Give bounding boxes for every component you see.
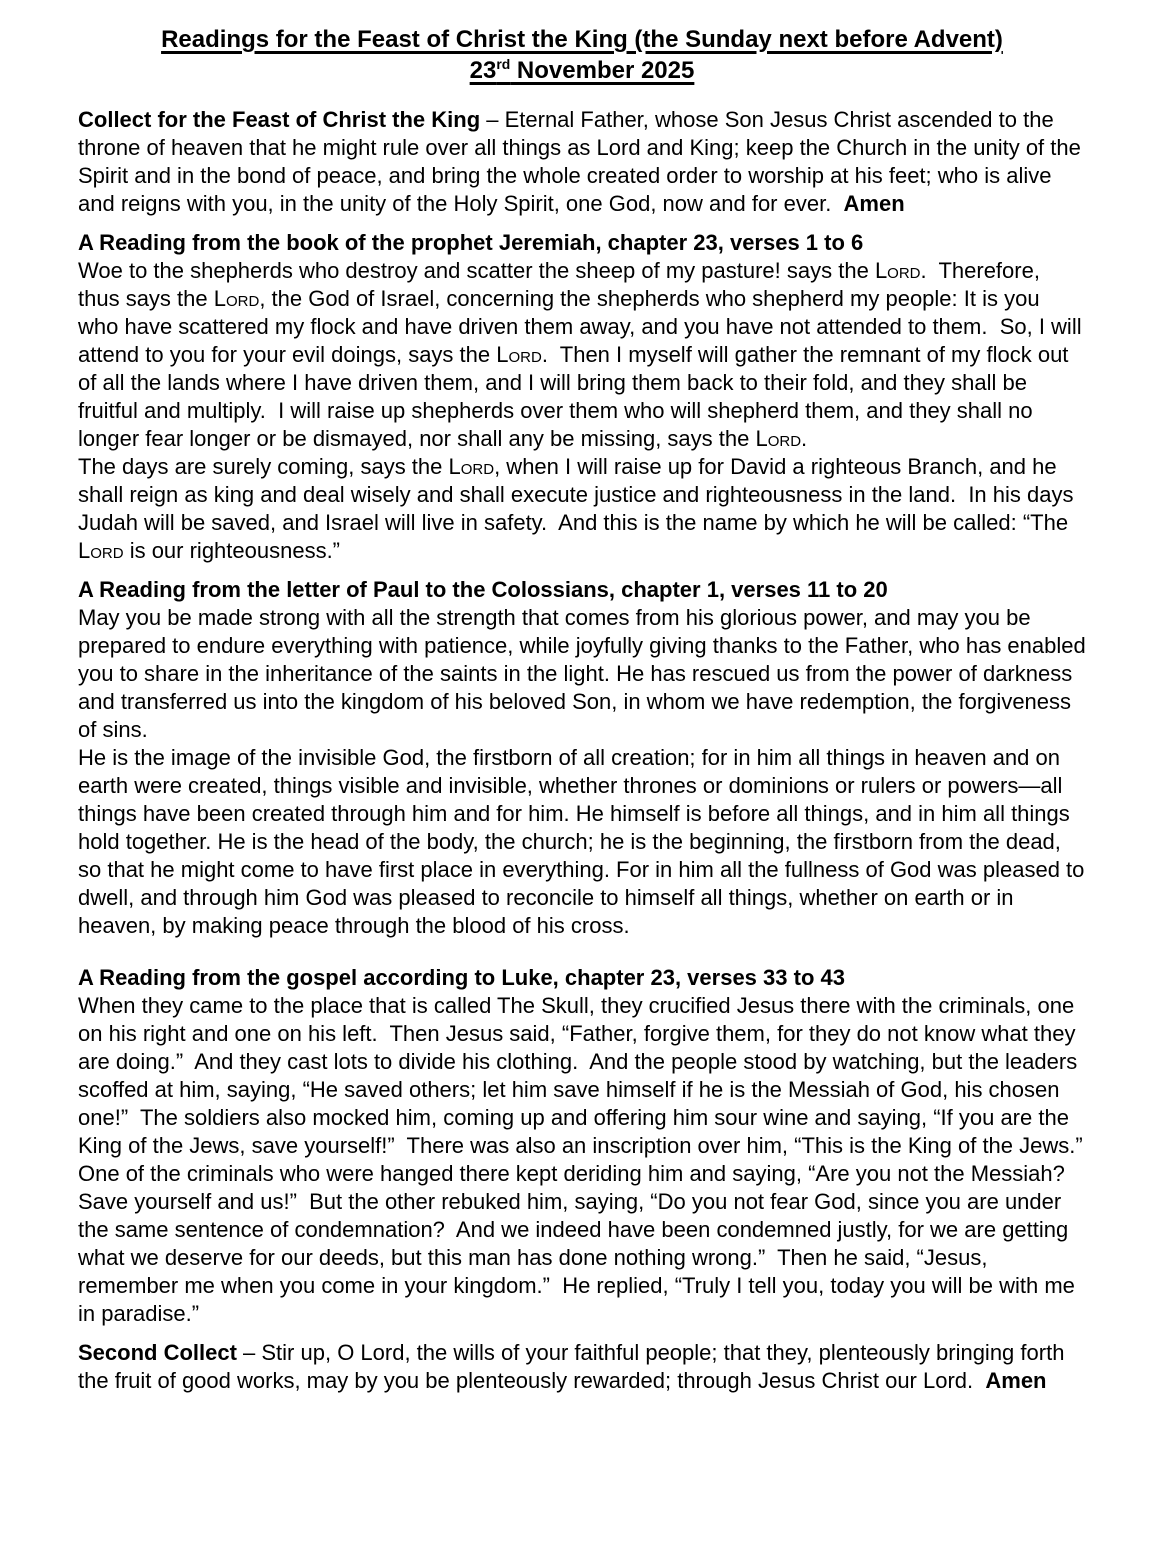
second-collect-section xyxy=(78,1339,1086,1395)
title-line-2 xyxy=(78,55,1086,86)
body-text: . Therefore, thus says the xyxy=(78,258,1047,311)
lord-smallcaps-text: Lord xyxy=(755,426,802,451)
title-date-rest: November 2025 xyxy=(510,57,695,84)
jeremiah-reading-section xyxy=(78,229,1086,565)
body-text: – Stir up, O Lord, the wills of your faithful people; that they, plenteously bringing forth the fruit of good works, may by you be plenteously rewarded; through Jesus Christ our Lord. xyxy=(78,1340,1071,1393)
bold-text: Second Collect xyxy=(78,1340,237,1365)
section-heading: A Reading from the gospel according to Luke, chapter 23, verses 33 to 43 xyxy=(78,965,845,990)
luke-reading-section xyxy=(78,964,1086,1328)
body-text: Woe to the shepherds who destroy and scatter the sheep of my pasture! says the xyxy=(78,258,875,283)
section-heading: A Reading from the book of the prophet Jeremiah, chapter 23, verses 1 to 6 xyxy=(78,230,864,255)
document-body xyxy=(78,106,1092,1395)
paragraph xyxy=(78,257,1086,453)
body-text: One of the criminals who were hanged there kept deriding him and saying, “Are you not the Messiah? Save yourself and us!” But the other rebuked him, saying, “Do you not fear God, since you are under the same sentence of condemnation? And we indeed have been condemned justly, for we are getting what we deserve for our deeds, but this man has done nothing wrong.” Then he said, “Jesus, remember me when you come in your kingdom.” He replied, “Truly I tell you, today you will be with me in paradise.” xyxy=(78,1161,1082,1326)
lord-smallcaps-text: Lord xyxy=(496,342,542,367)
paragraph xyxy=(78,453,1086,565)
section-heading: A Reading from the letter of Paul to the Colossians, chapter 1, verses 11 to 20 xyxy=(78,577,888,602)
title-date-day: 23 xyxy=(469,57,497,84)
bold-text: Collect for the Feast of Christ the King xyxy=(78,107,481,132)
lord-smallcaps-text: Lord xyxy=(213,286,260,311)
paragraph xyxy=(78,604,1092,744)
paragraph xyxy=(78,106,1086,218)
page-title xyxy=(78,24,1086,86)
body-text: The days are surely coming, says the xyxy=(78,454,449,479)
body-text: . xyxy=(801,426,808,451)
body-text: May you be made strong with all the strength that comes from his glorious power, and may you be prepared to endure everything with patience, while joyfully giving thanks to the Father, who has enabled you to share in the inheritance of the saints in the light. He has rescued us from the power of darkness and transferred us into the kingdom of his beloved Son, in whom we have redemption, the forgiveness of sins. xyxy=(78,605,1092,742)
body-text: – Eternal Father, whose Son Jesus Christ ascended to the throne of heaven that he might rule over all things as Lord and King; keep the Church in the unity of the Spirit and in the bond of peace, and bring the whole created order to worship at his feet; who is alive and reigns with you, in the unity of the Holy Spirit, one God, now and for ever. xyxy=(78,107,1087,216)
lord-smallcaps-text: Lord xyxy=(874,258,921,283)
lord-smallcaps-text: Lord xyxy=(78,538,124,563)
body-text: , the God of Israel, concerning the shepherds who shepherd my people: It is you who have scattered my flock and have driven them away, and you have not attended to them. So, I will attend to you for your evil doings, says the xyxy=(78,286,1088,367)
lord-smallcaps-text: Lord xyxy=(448,454,495,479)
paragraph xyxy=(78,1160,1086,1328)
body-text: , when I will raise up for David a righteous Branch, and he shall reign as king and deal wisely and shall execute justice and righteousness in the land. In his days Judah will be saved, and Israel will live in safety. And this is the name by which he will be called: “The xyxy=(78,454,1080,535)
body-text: When they came to the place that is called The Skull, they crucified Jesus there with the criminals, one on his right and one on his left. Then Jesus said, “Father, forgive them, for they do not know what they are doing.” And they cast lots to divide his clothing. And the people stood by watching, but the leaders scoffed at him, saying, “He saved others; let him save himself if he is the Messiah of God, his chosen one!” The soldiers also mocked him, coming up and offering him sour wine and saying, “If you are the King of the Jews, save yourself!” There was also an inscription over him, “This is the King of the Jews.” xyxy=(78,993,1084,1158)
paragraph xyxy=(78,744,1091,940)
body-text: . Then I myself will gather the remnant of my flock out of all the lands where I have driven them, and I will bring them back to their fold, and they shall be fruitful and multiply. I will raise up shepherds over them who will shepherd them, and they shall no longer fear longer or be dismayed, nor shall any be missing, says the xyxy=(78,342,1075,451)
body-text: is our righteousness.” xyxy=(123,538,341,563)
bold-text: Amen xyxy=(985,1368,1047,1393)
colossians-reading-section xyxy=(78,576,1092,940)
title-date-ordinal: rd xyxy=(496,56,511,72)
collect-section xyxy=(78,106,1086,218)
paragraph xyxy=(78,992,1086,1160)
title-line-1: Readings for the Feast of Christ the King (the Sunday next before Advent) xyxy=(161,26,1003,53)
bold-text: Amen xyxy=(843,191,905,216)
paragraph xyxy=(78,1339,1086,1395)
body-text: He is the image of the invisible God, the firstborn of all creation; for in him all things in heaven and on earth were created, things visible and invisible, whether thrones or dominions or rulers or powers—all things have been created through him and for him. He himself is before all things, and in him all things hold together. He is the head of the body, the church; he is the beginning, the firstborn from the dead, so that he might come to have first place in everything. For in him all the fullness of God was pleased to dwell, and through him God was pleased to reconcile to himself all things, whether on earth or in heaven, by making peace through the blood of his cross. xyxy=(78,745,1091,938)
